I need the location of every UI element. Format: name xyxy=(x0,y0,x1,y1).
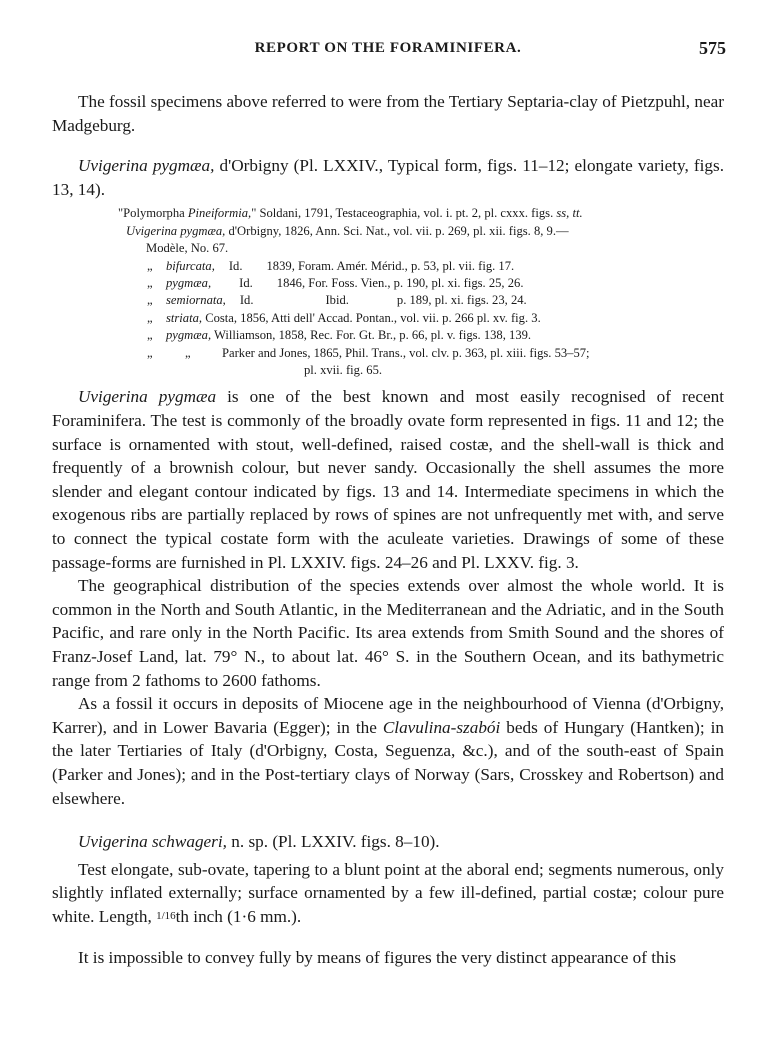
running-header xyxy=(0,40,776,68)
species-heading-schwageri: Uvigerina schwageri, n. sp. (Pl. LXXIV. figs. 8–10). xyxy=(78,832,440,852)
synonymy-line: "Polymorpha Pineiformia," Soldani, 1791, Testaceographia, vol. i. pt. 2, pl. cxxx. figs. ss, tt. xyxy=(118,206,583,221)
synonymy-list xyxy=(52,205,724,379)
paragraph-closing: It is impossible to convey fully by means of figures the very distinct appearance of this xyxy=(78,947,677,967)
ditto-mark: „ xyxy=(147,258,153,273)
ditto-mark: „ xyxy=(147,328,153,343)
ditto-mark: „ xyxy=(147,276,153,290)
paragraph-fossil-specimens: The fossil specimens above referred to were from the Tertiary Septaria-clay of Pietzpuhl, near Madgeburg. xyxy=(52,92,724,135)
synonymy-line: „ striata, Costa, 1856, Atti dell' Accad. Pontan., vol. vii. p. 266 pl. xv. fig. 3. xyxy=(52,310,724,327)
paragraph-fossil-occurrence: As a fossil it occurs in deposits of Miocene age in the neighbourhood of Vienna (d'Orbigny, Karrer), and in Lower Bavaria (Egger); in the Clavulina-szabói beds of Hungary (Hantken); in the later Tertiaries of Italy (d'Orbigny, Costa, Seguenza, &c.), and of the south-east of Spain (Parker and Jones); and in the Post-tertiary clays of Norway (Sars, Crosskey and Robertson) and elsewhere. xyxy=(52,694,724,808)
ditto-mark: „ xyxy=(185,345,191,360)
ditto-mark: „ xyxy=(147,310,153,325)
synonymy-line: Modèle, No. 67. xyxy=(146,241,229,256)
page-body xyxy=(52,90,724,969)
paragraph-distribution: The geographical distribution of the species extends over almost the whole world. It is common in the North and South Atlantic, in the Mediterranean and the Adriatic, and in the South Pacific, and rare only in the North Pacific. Its area extends from Smith Sound and the shores of Franz-Josef Land, lat. 79° N., to about lat. 46° S. in the Southern Ocean, and its bathymetric range from 2 fathoms to 2600 fathoms. xyxy=(52,576,724,690)
fraction-length: 1/16 xyxy=(156,909,176,922)
heading-rest: d'Orbigny (Pl. LXXIV., Typical form, figs. 11–12; elongate variety, figs. 13, 14). xyxy=(52,156,725,199)
synonymy-line: „ bifurcata, Id. 1839, Foram. Amér. Mérid., p. 53, pl. vii. fig. 17. xyxy=(52,258,724,275)
synonymy-line: „ semiornata, Id. Ibid. p. 189, pl. xi. figs. 23, 24. xyxy=(52,292,724,309)
synonymy-line: pl. xvii. fig. 65. xyxy=(304,363,383,378)
synonymy-line: Uvigerina pygmæa, d'Orbigny, 1826, Ann. Sci. Nat., vol. vii. p. 269, pl. xii. figs. 8, 9.— xyxy=(126,223,569,238)
paragraph-pygmaea-description: Uvigerina pygmæa is one of the best known and most easily recognised of recent Foraminifera. The test is commonly of the broadly ovate form represented in figs. 11 and 12; the surface is ornamented with stout, well-defined, raised costæ, and the shell-wall is thick and frequently of a brownish colour, but never sandy. Occasionally the shell assumes the more slender and elegant contour indicated by figs. 13 and 14. Intermediate specimens in which the exogenous ribs are partially replaced by rows of spines are not unfrequently met with, and serve to connect the typical costate form with the aculeate varieties. Drawings of some of these passage-forms are furnished in Pl. LXXIV. figs. 24–26 and Pl. LXXV. fig. 3. xyxy=(52,387,724,572)
synonymy-line: „ „ Parker and Jones, 1865, Phil. Trans., vol. clv. p. 363, pl. xiii. figs. 53–57; xyxy=(52,345,724,362)
synonymy-line: „ pygmæa, Id. 1846, For. Foss. Vien., p. 190, pl. xi. figs. 25, 26. xyxy=(52,275,724,292)
species-heading-pygmaea xyxy=(52,154,724,201)
paragraph-schwageri-description: Test elongate, sub-ovate, tapering to a blunt point at the aboral end; segments numerous, only slightly inflated externally; surface ornamented by a few ill-defined, partial costæ; colour pure white. Length, 1/16th inch (1·6 mm.). xyxy=(52,859,724,926)
running-title: REPORT ON THE FORAMINIFERA. xyxy=(254,40,522,56)
ditto-mark: „ xyxy=(147,345,153,360)
species-name-pygmaea: Uvigerina pygmæa, xyxy=(78,156,215,176)
synonymy-line: „ pygmæa, Williamson, 1858, Rec. For. Gt. Br., p. 66, pl. v. figs. 138, 139. xyxy=(52,327,724,344)
page-number: 575 xyxy=(699,38,726,58)
ditto-mark: „ xyxy=(147,293,153,308)
species-name-schwageri: Uvigerina schwageri, xyxy=(78,832,227,852)
